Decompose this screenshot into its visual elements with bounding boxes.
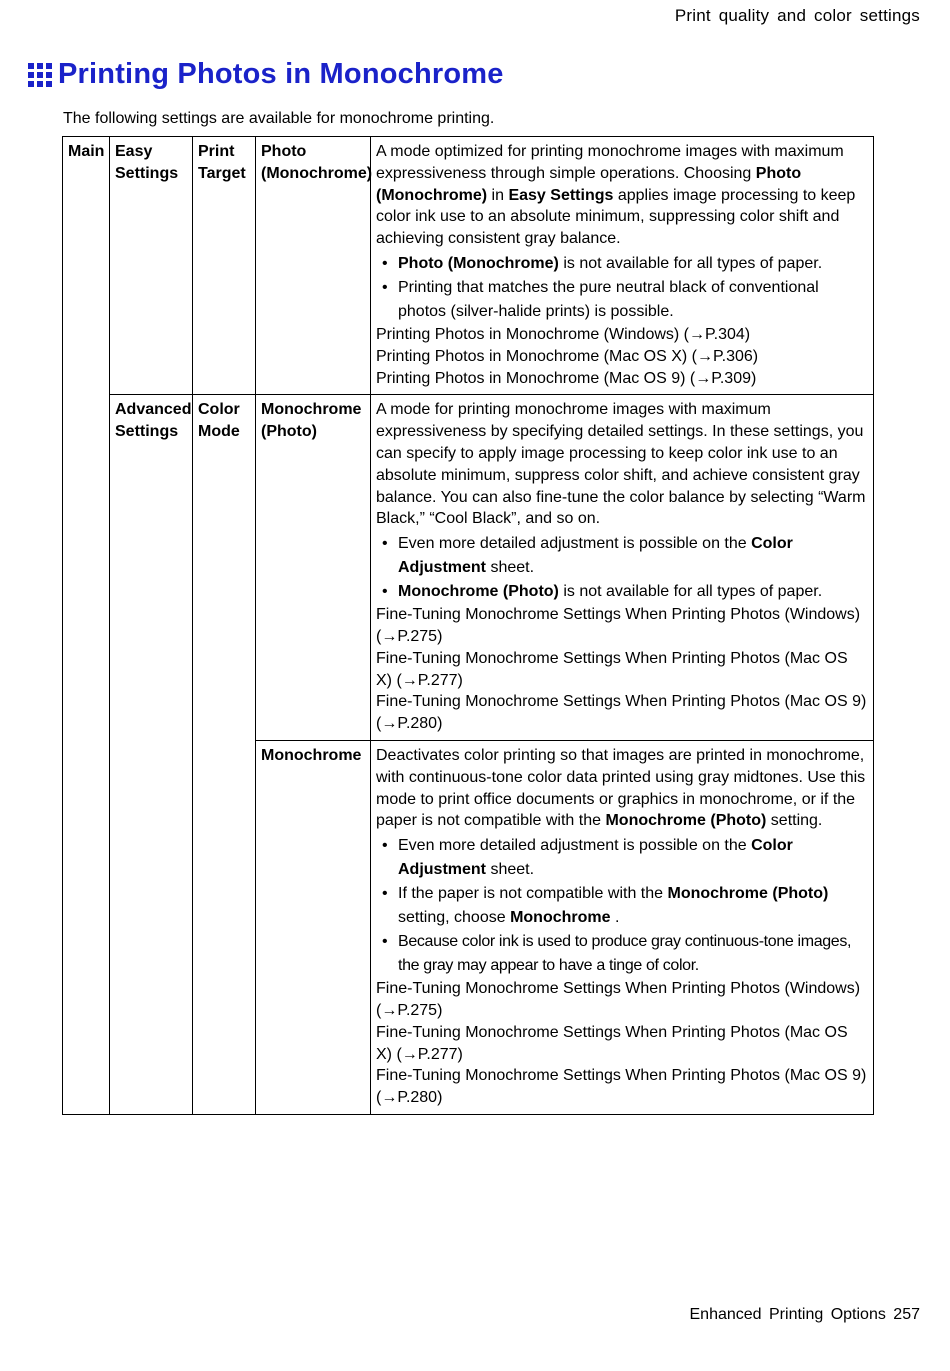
list-item: • Monochrome (Photo) is not available for all types of paper. [376, 580, 868, 604]
description-cell [371, 137, 874, 395]
reference-link[interactable]: Fine-Tuning Monochrome Settings When Printing Photos (Mac OS 9) (→P.280) [376, 693, 867, 733]
description-text: A mode for printing monochrome images with maximum expressiveness by specifying detailed settings. In these settings, you can specify to apply image processing to keep color ink use to an absolute minimum, suppress color shift, and achieve consistent gray balance. You can also fine-tune the color balance by selecting “Warm Black,” “Cool Black”, and so on. [376, 401, 866, 528]
notes-list [376, 834, 868, 978]
advanced-settings-cell: Advanced Settings [110, 395, 193, 1115]
table-row [63, 137, 874, 395]
list-item: • Even more detailed adjustment is possible on the Color Adjustment sheet. [376, 532, 868, 580]
notes-list [376, 532, 868, 604]
list-item: • If the paper is not compatible with the Monochrome (Photo) setting, choose Monochrome . [376, 882, 868, 930]
reference-link[interactable]: Fine-Tuning Monochrome Settings When Printing Photos (Mac OS X) (→P.277) [376, 649, 848, 689]
monochrome-cell: Monochrome [256, 740, 371, 1114]
list-item: • Photo (Monochrome) is not available for all types of paper. [376, 252, 868, 276]
intro-text: The following settings are available for monochrome printing. [63, 110, 495, 127]
monochrome-photo-cell: Monochrome (Photo) [256, 395, 371, 741]
description-text: A mode optimized for printing monochrome images with maximum expressiveness through simple operations. Choosing Photo (Monochrome) in Easy Settings applies image processing to keep color ink use to an absolute minimum, suppressing color shift and achieving consistent gray balance. [376, 143, 856, 248]
running-header: Print quality and color settings [674, 6, 920, 25]
description-cell [371, 740, 874, 1114]
list-item: • Printing that matches the pure neutral black of conventional photos (silver-halide prints) is possible. [376, 276, 868, 324]
grid-bullet-icon [28, 63, 52, 87]
reference-link[interactable]: Fine-Tuning Monochrome Settings When Printing Photos (Mac OS 9) (→P.280) [376, 1067, 867, 1107]
color-mode-cell: Color Mode [193, 395, 256, 1115]
photo-monochrome-cell: Photo (Monochrome) [256, 137, 371, 395]
list-item: • Because color ink is used to produce gray continuous-tone images, the gray may appear to have a tinge of color. [376, 930, 868, 978]
reference-link[interactable]: Fine-Tuning Monochrome Settings When Printing Photos (Windows) (→P.275) [376, 606, 861, 645]
page-title: Printing Photos in Monochrome [58, 58, 504, 90]
reference-link[interactable]: Printing Photos in Monochrome (Mac OS 9) (→P.309) [376, 369, 757, 387]
notes-list [376, 252, 868, 324]
footer-section: Enhanced Printing Options [689, 1306, 886, 1323]
reference-link[interactable]: Fine-Tuning Monochrome Settings When Printing Photos (Windows) (→P.275) [376, 980, 861, 1019]
table-row [63, 395, 874, 741]
print-target-cell: Print Target [193, 137, 256, 395]
easy-settings-cell: Easy Settings [110, 137, 193, 395]
reference-link[interactable]: Printing Photos in Monochrome (Windows) (→P.304) [376, 325, 751, 343]
main-cell: Main [63, 137, 110, 1115]
page-footer [690, 1306, 921, 1324]
settings-table [62, 136, 874, 1115]
list-item: • Even more detailed adjustment is possible on the Color Adjustment sheet. [376, 834, 868, 882]
description-text: Deactivates color printing so that images are printed in monochrome, with continuous-tone color data printed using gray midtones. Use this mode to print office documents or graphics in monochrome, or if the paper is not compatible with the Monochrome (Photo) setting. [376, 746, 866, 830]
title-row [28, 58, 504, 91]
reference-link[interactable]: Fine-Tuning Monochrome Settings When Printing Photos (Mac OS X) (→P.277) [376, 1023, 848, 1063]
reference-link[interactable]: Printing Photos in Monochrome (Mac OS X) (→P.306) [376, 347, 759, 365]
page-number: 257 [893, 1306, 920, 1323]
description-cell [371, 395, 874, 741]
